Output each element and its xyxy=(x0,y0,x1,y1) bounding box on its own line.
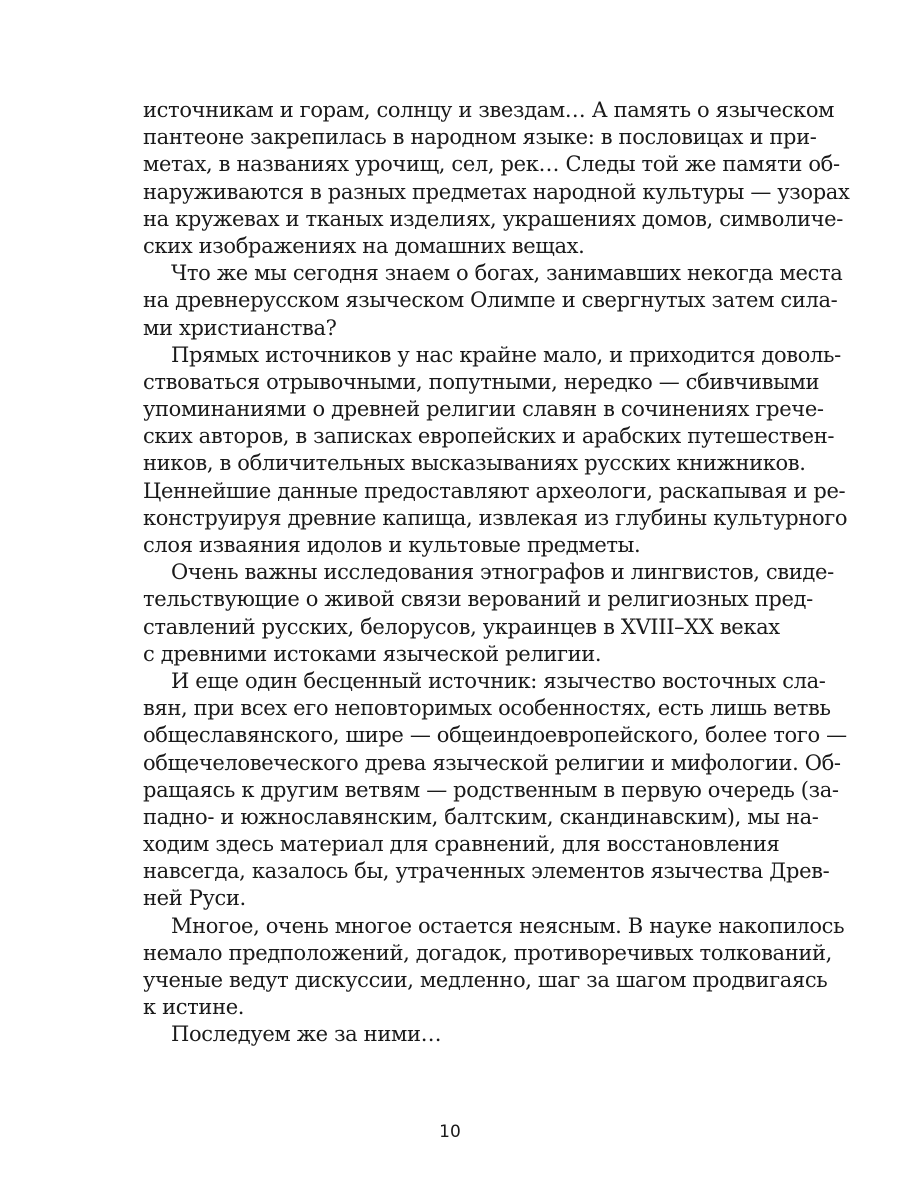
page-number: 10 xyxy=(439,1122,461,1142)
text-line: И еще один бесценный источник: язычество восточных сла- xyxy=(171,668,826,693)
text-line: ских авторов, в записках европейских и арабских путешествен- xyxy=(143,424,835,449)
text-line: Последуем же за ними… xyxy=(171,1022,442,1047)
text-line: ствоваться отрывочными, попутными, нередко — сбивчивыми xyxy=(143,369,820,394)
text-line: падно- и южнославянским, балтским, скандинавским), мы на- xyxy=(143,804,819,829)
text-line: Ценнейшие данные предоставляют археологи, раскапывая и ре- xyxy=(143,478,846,503)
text-line: наруживаются в разных предметах народной культуры — узорах xyxy=(143,179,850,204)
text-line: общеславянского, шире — общеиндоевропейского, более того — xyxy=(143,723,847,748)
text-line: Многое, очень многое остается неясным. В науке накопилось xyxy=(171,913,845,938)
text-line: упоминаниями о древней религии славян в сочинениях грече- xyxy=(143,397,824,422)
text-line: ходим здесь материал для сравнений, для восстановления xyxy=(143,832,780,857)
text-line: на кружевах и тканых изделиях, украшениях домов, символиче- xyxy=(143,206,844,231)
text-line: ских изображениях на домашних вещах. xyxy=(143,233,585,258)
text-line: с древними истоками языческой религии. xyxy=(143,641,602,666)
text-line: навсегда, казалось бы, утраченных элементов язычества Древ- xyxy=(143,859,830,884)
text-line: ставлений русских, белорусов, украинцев в XVIII–XX веках xyxy=(143,614,780,639)
text-line: ми христианства? xyxy=(143,315,337,340)
text-line: конструируя древние капища, извлекая из глубины культурного xyxy=(143,505,848,530)
text-line: общечеловеческого древа языческой религии и мифологии. Об- xyxy=(143,750,841,775)
text-line: Очень важны исследования этнографов и лингвистов, свиде- xyxy=(171,560,834,585)
text-line: метах, в названиях урочищ, сел, рек… Следы той же памяти об- xyxy=(143,152,840,177)
text-line: ников, в обличительных высказываниях русских книжников. xyxy=(143,451,806,476)
text-line: слоя изваяния идолов и культовые предметы. xyxy=(143,533,641,557)
text-line: к истине. xyxy=(143,995,245,1020)
text-line: ней Руси. xyxy=(143,886,246,911)
text-line: Что же мы сегодня знаем о богах, занимавших некогда места xyxy=(171,261,843,286)
text-line: ученые ведут дискуссии, медленно, шаг за шагом продвигаясь xyxy=(143,968,828,992)
text-line: на древнерусском языческом Олимпе и свергнутых затем сила- xyxy=(143,288,838,313)
body-text xyxy=(143,97,850,1049)
text-line: источникам и горам, солнцу и звездам… А память о языческом xyxy=(143,98,835,122)
text-line: вян, при всех его неповторимых особенностях, есть лишь ветвь xyxy=(143,696,831,721)
text-line: тельствующие о живой связи верований и религиозных пред- xyxy=(143,587,813,612)
text-line: Прямых источников у нас крайне мало, и приходится доволь- xyxy=(171,342,841,367)
text-line: пантеоне закрепилась в народном языке: в пословицах и при- xyxy=(143,125,817,150)
text-line: немало предположений, догадок, противоречивых толкований, xyxy=(143,940,832,965)
text-line: ращаясь к другим ветвям — родственным в первую очередь (за- xyxy=(143,777,839,802)
